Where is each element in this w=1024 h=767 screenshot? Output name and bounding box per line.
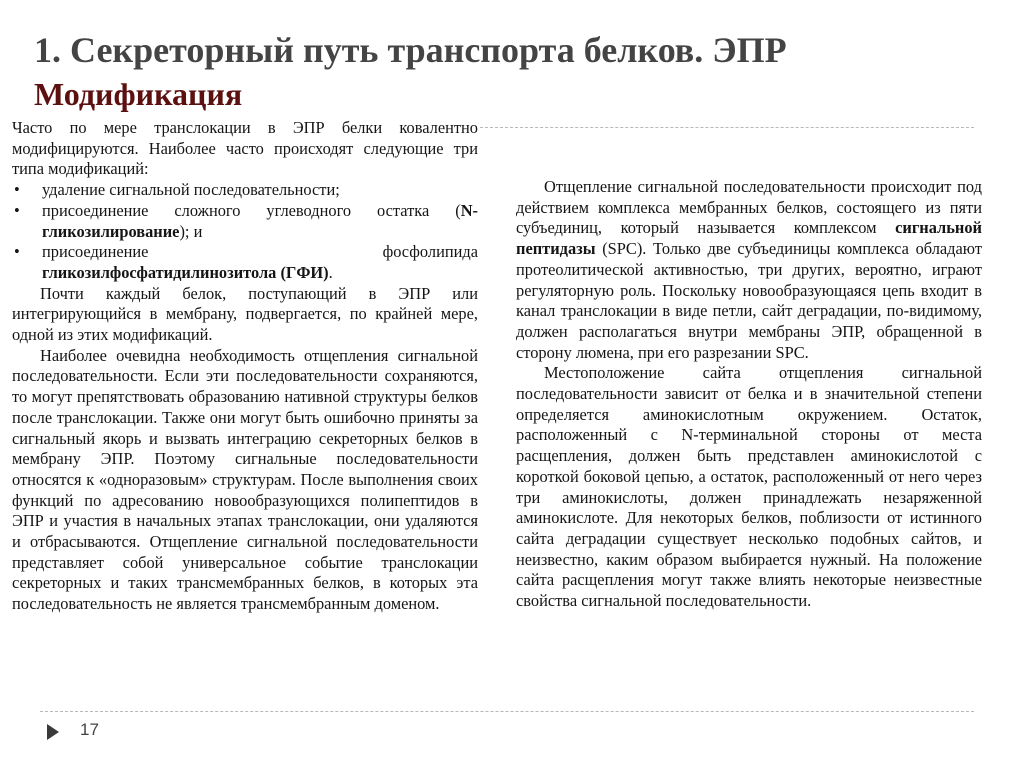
term-glycosylation: N-гликозилирование [42, 200, 478, 241]
page-number: 17 [80, 720, 99, 739]
modification-list [12, 180, 478, 284]
term-signal-peptidase: сигнальной пептидазы [516, 218, 982, 259]
bullet-icon: • [14, 180, 20, 200]
paragraph: Почти каждый белок, поступающий в ЭПР или интегрирующийся в мембрану, подвергается, по крайней мере, одной из этих модификаций. [12, 283, 478, 345]
bottom-divider [40, 711, 974, 712]
play-arrow-icon[interactable] [47, 724, 59, 740]
paragraph: Отщепление сигнальной последовательности происходит под действием комплекса мембранных белков, состоящего из пяти субъединиц, который называется комплексом сигнальной пептидазы (SPC). Только две субъединицы комплекса обладают протеолитической активностью, три других, вероятно, играют регуляторную роль. Поскольку новообразующаяся цепь входит в канал транслокации в виде петли, сайт деградации, по-видимому, должен располагаться внутри мембраны ЭПР, обращенной в сторону люмена, при его разрезании SPC. [516, 177, 982, 362]
paragraph: Местоположение сайта отщепления сигнальной последовательности зависит от белка и в значительной степени определяется аминокислотным окружением. Остаток, расположенный с N-терминальной стороны от места расщепления, должен быть представлен аминокислотой с короткой боковой цепью, а остаток, расположенный от него через три аминокислоты, должен принадлежать незаряженной аминокислоте. Для некоторых белков, поблизости от истинного сайта деградации существует несколько подобных сайтов, и неизвестно, каким образом выбирается нужный. На положение сайта расщепления могут также влиять некоторые неизвестные свойства сигнальной последовательности. [516, 363, 982, 611]
bullet-icon: • [14, 242, 20, 262]
top-divider [480, 127, 974, 128]
intro-paragraph: Часто по мере транслокации в ЭПР белки ковалентно модифицируются. Наиболее часто происходят следующие три типа модификаций: [12, 118, 478, 179]
paragraph: Наиболее очевидна необходимость отщепления сигнальной последовательности. Если эти последовательности сохраняются, то могут препятствовать образованию нативной структуры белков после транслокации. Также они могут быть ошибочно приняты за сигнальный якорь и вызвать интеграцию секреторных белков в мембрану ЭПР. Поэтому сигнальные последовательности относятся к «одноразовым» структурам. После выполнения своих функций по адресованию новообразующихся полипептидов в ЭПР и участия в начальных этапах транслокации, они удаляются и отбрасываются. Отщепление сигнальной последовательности представляет собой универсальное событие транслокации секреторных и таких трансмембранных белков, в которых эта последовательность не является трансмембранным доменом. [12, 345, 478, 614]
slide-subtitle: Модификация [34, 76, 243, 112]
bullet-icon: • [14, 200, 20, 220]
list-item: • удаление сигнальной последовательности; [14, 180, 340, 200]
term-gpi: гликозилфосфатидилинозитола (ГФИ) [42, 262, 329, 282]
list-item: • присоединение фосфолипида гликозилфосфатидилинозитола (ГФИ). [14, 242, 478, 282]
slide-title: 1. Секреторный путь транспорта белков. ЭПР [34, 30, 787, 70]
left-text-column [12, 118, 478, 615]
right-text-column [516, 177, 982, 612]
list-item: • присоединение сложного углеводного остатка (N-гликозилирование); и [14, 200, 478, 241]
